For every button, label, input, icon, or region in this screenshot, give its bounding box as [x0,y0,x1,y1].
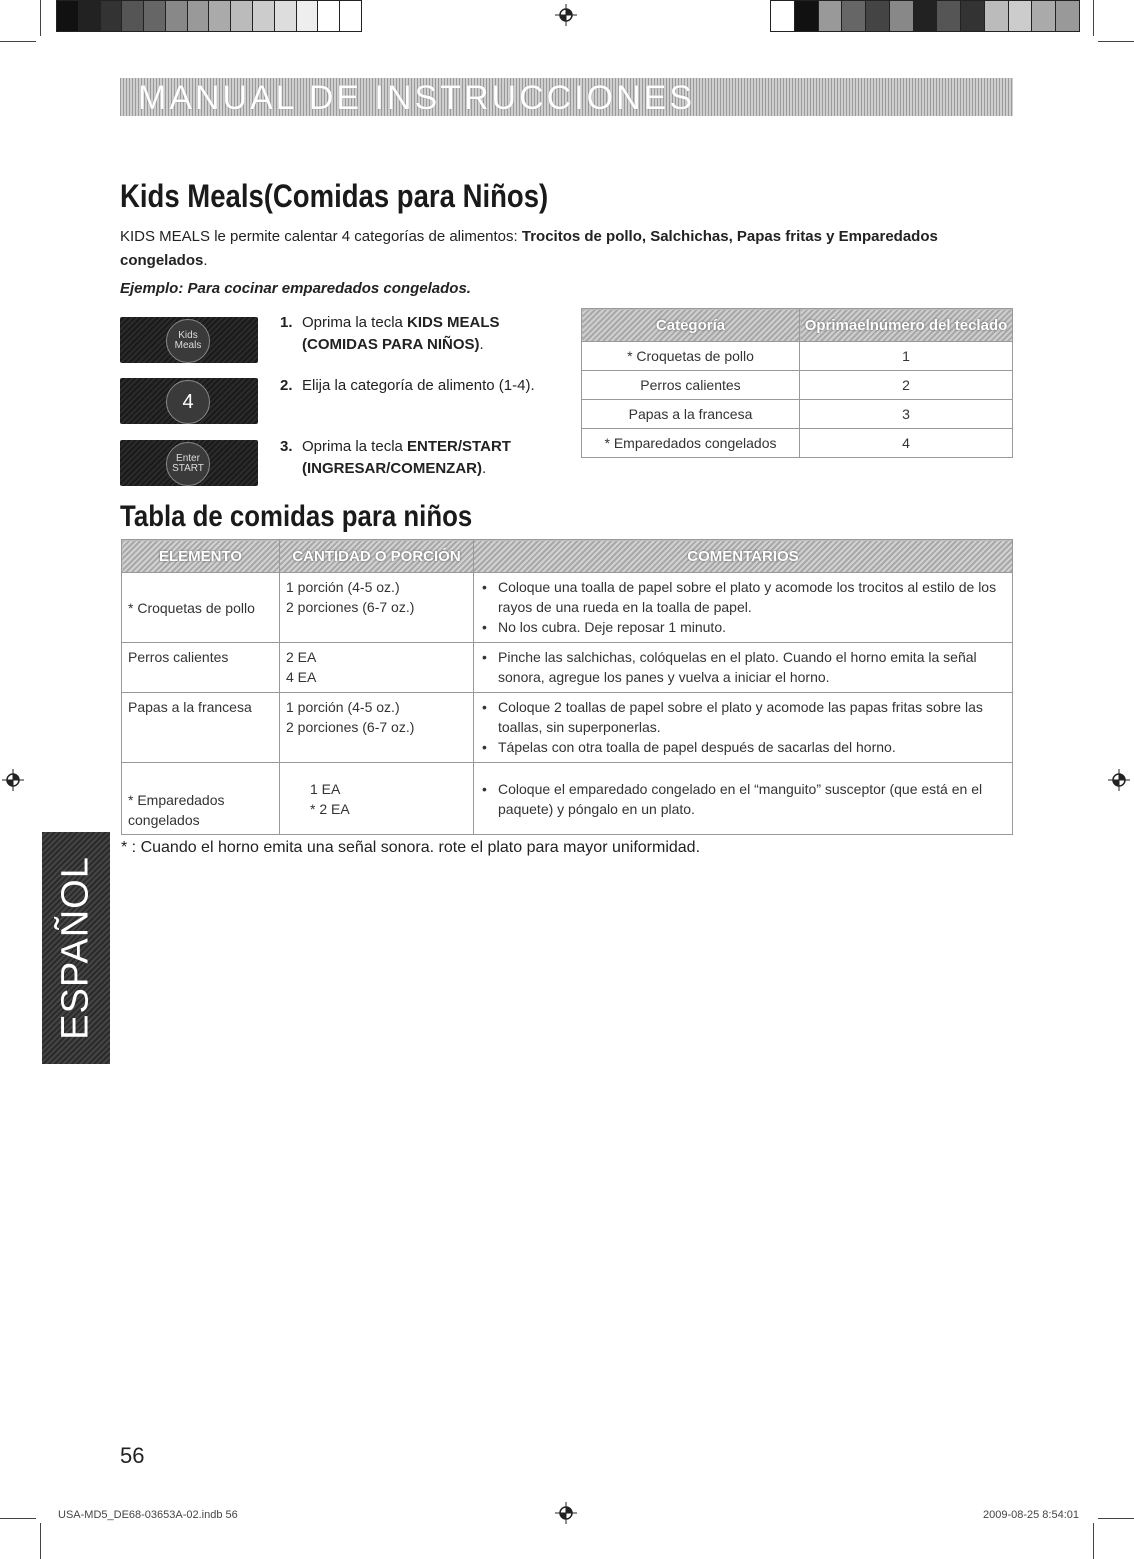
category-cell: Papas a la francesa [582,400,800,429]
number-cell: 4 [800,429,1013,458]
category-cell: * Croquetas de pollo [582,342,800,371]
quantity-line: 2 porciones (6-7 oz.) [286,599,415,615]
step-text: Oprima la tecla [302,314,408,331]
item-cell: * Emparedados congelados [122,763,280,835]
quantity-cell [280,693,474,763]
quantity-line: 2 porciones (6-7 oz.) [286,719,415,735]
key-label: START [172,463,204,474]
quantity-line: 1 porción (4-5 oz.) [286,699,400,715]
crop-mark [1098,1518,1134,1519]
intro-end: . [203,252,208,269]
quantity-line: 1 porción (4-5 oz.) [286,579,400,595]
comments-header: COMENTARIOS [474,540,1013,573]
number-4-key-image [120,378,258,424]
comment-bullet: • Pinche las salchichas, colóquelas en el plato. Cuando el horno emita la señal sonora, agregue los panes y vuelva a iniciar el horno. [498,647,1006,687]
crop-mark [0,41,36,42]
table-row [122,643,1013,693]
key-button [166,319,210,363]
example-heading: Ejemplo: Para cocinar emparedados congelados. [120,280,471,297]
grey-scale-bar [56,0,362,32]
step-3 [280,436,540,480]
table-row [582,342,1013,371]
footer-file-name: USA-MD5_DE68-03653A-02.indb 56 [58,1509,238,1521]
quantity-line: 2 EA [286,649,317,665]
step-key-name: KIDS MEALS [407,314,500,331]
kids-meals-table [121,539,1013,835]
registration-mark-icon [1108,769,1130,791]
category-table [581,308,1013,458]
step-number: 1. [280,314,293,331]
key-label: Enter [176,453,200,464]
step-number: 3. [280,438,293,455]
comment-bullet: • Tápelas con otra toalla de papel después de sacarlas del horno. [498,737,1006,757]
category-cell: Perros calientes [582,371,800,400]
quantity-cell [280,643,474,693]
registration-mark-icon [555,1502,577,1524]
step-text: Oprima la tecla [302,438,408,455]
language-side-tab [42,832,110,1064]
key-label: 4 [182,391,194,413]
quantity-line: * 2 EA [310,801,350,817]
comments-cell [474,693,1013,763]
step-end: . [479,336,484,353]
enter-start-key-image [120,440,258,486]
keypad-number-header: Oprimaelnúmero del teclado [800,309,1013,342]
step-key-name: ENTER/START [407,438,511,455]
comments-cell [474,763,1013,835]
section-title: Kids Meals(Comidas para Niños) [120,178,549,214]
comment-bullet: • No los cubra. Deje reposar 1 minuto. [498,617,1006,637]
table-row [122,573,1013,643]
step-key-name: (INGRESAR/COMENZAR) [302,460,482,477]
item-header: ELEMENTO [122,540,280,573]
item-cell: Papas a la francesa [122,693,280,763]
key-button [166,442,210,486]
item-cell: Perros calientes [122,643,280,693]
number-cell: 3 [800,400,1013,429]
category-header: Categoría [582,309,800,342]
category-cell: * Emparedados congelados [582,429,800,458]
step-end: . [482,460,487,477]
step-1 [280,312,540,356]
step-number: 2. [280,377,293,394]
kids-table-title: Tabla de comidas para niños [120,500,473,533]
registration-mark-icon [555,4,577,26]
footnote: * : Cuando el horno emita una señal sonora. rote el plato para mayor uniformidad. [121,839,701,856]
comment-bullet: • Coloque 2 toallas de papel sobre el plato y acomode las papas fritas sobre las toallas, sin superponerlas. [498,697,1006,737]
color-scale-bar [770,0,1080,32]
table-row [122,763,1013,835]
table-row [582,429,1013,458]
footer-timestamp: 2009-08-25 8:54:01 [982,1509,1079,1521]
step-text: Elija la categoría de alimento (1-4). [302,377,535,394]
number-cell: 1 [800,342,1013,371]
intro-bold: Trocitos de pollo, Salchichas, Papas fritas y Emparedados congelados [120,228,938,269]
quantity-cell [280,573,474,643]
crop-mark [40,1523,41,1559]
quantity-line: 4 EA [286,669,317,685]
quantity-cell [280,763,474,835]
crop-mark [1093,1523,1094,1559]
key-button [166,380,210,424]
key-label: Meals [174,340,202,351]
crop-mark [1098,41,1134,42]
header-banner [120,78,1013,116]
registration-mark-icon [2,769,24,791]
crop-mark [0,1518,36,1519]
crop-mark [40,0,41,36]
key-label: Kids [178,330,198,341]
quantity-line: 1 EA [310,781,341,797]
comment-bullet: • Coloque el emparedado congelado en el “manguito” susceptor (que está en el paquete) y póngalo en un plato. [498,779,1006,819]
table-row [582,400,1013,429]
kids-meals-key-image [120,317,258,363]
table-row [122,693,1013,763]
quantity-header: CANTIDAD O PORCIÓN [280,540,474,573]
comments-cell [474,643,1013,693]
table-row [582,371,1013,400]
side-tab-label: ESPAÑOL [54,856,97,1040]
crop-mark [1093,0,1094,36]
page-number: 56 [120,1443,145,1468]
number-cell: 2 [800,371,1013,400]
banner-title: MANUAL DE INSTRUCCIONES [138,79,696,117]
step-key-name: (COMIDAS PARA NIÑOS) [302,336,480,353]
step-2 [280,375,540,397]
intro-text: KIDS MEALS le permite calentar 4 categorías de alimentos: [120,228,522,245]
comments-cell [474,573,1013,643]
intro-paragraph [120,225,1000,273]
item-cell: * Croquetas de pollo [122,573,280,643]
comment-bullet: • Coloque una toalla de papel sobre el plato y acomode los trocitos al estilo de los rayos de una rueda en la toalla de papel. [498,577,1006,617]
